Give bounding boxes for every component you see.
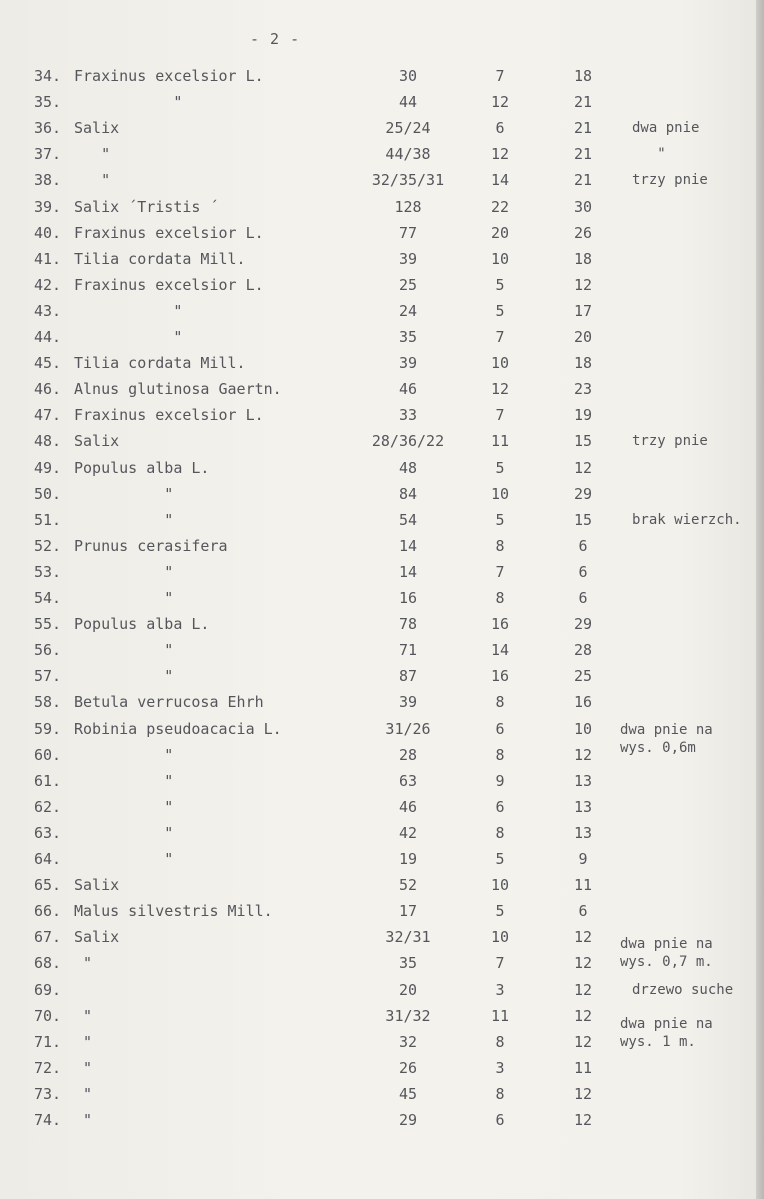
trunk-circumference: 87 [398, 667, 418, 685]
crown-diameter: 12 [490, 380, 510, 398]
row-number: 58. [34, 693, 62, 711]
crown-diameter: 10 [490, 354, 510, 372]
table-row [0, 875, 756, 899]
trunk-circumference: 45 [398, 1085, 418, 1103]
row-number: 39. [34, 198, 62, 216]
tree-height: 6 [578, 563, 588, 581]
row-number: 45. [34, 354, 62, 372]
tree-height: 10 [573, 720, 593, 738]
tree-height: 11 [573, 876, 593, 894]
crown-diameter: 5 [495, 511, 505, 529]
species-name: " [74, 1059, 93, 1077]
trunk-circumference: 17 [398, 902, 418, 920]
trunk-circumference: 25 [398, 276, 418, 294]
species-name: " [74, 485, 174, 503]
tree-height: 6 [578, 902, 588, 920]
crown-diameter: 10 [490, 250, 510, 268]
trunk-circumference: 26 [398, 1059, 418, 1077]
crown-diameter: 9 [495, 772, 505, 790]
species-name: Fraxinus excelsior L. [74, 67, 264, 85]
row-number: 35. [34, 93, 62, 111]
row-number: 62. [34, 798, 62, 816]
species-name: " [74, 954, 93, 972]
row-number: 72. [34, 1059, 62, 1077]
table-row [0, 431, 756, 455]
table-row [0, 692, 756, 716]
table-row [0, 327, 756, 351]
table-row [0, 588, 756, 612]
crown-diameter: 16 [490, 615, 510, 633]
tree-height: 18 [573, 67, 593, 85]
tree-height: 21 [573, 145, 593, 163]
species-name: " [74, 328, 183, 346]
crown-diameter: 6 [495, 119, 505, 137]
species-name: Tilia cordata Mill. [74, 250, 246, 268]
crown-diameter: 12 [490, 145, 510, 163]
table-row [0, 458, 756, 482]
table-row [0, 510, 756, 534]
trunk-circumference: 24 [398, 302, 418, 320]
tree-height: 18 [573, 354, 593, 372]
crown-diameter: 14 [490, 171, 510, 189]
crown-diameter: 8 [495, 537, 505, 555]
row-number: 70. [34, 1007, 62, 1025]
crown-diameter: 8 [495, 746, 505, 764]
tree-height: 12 [573, 981, 593, 999]
trunk-circumference: 31/32 [385, 1007, 431, 1025]
crown-diameter: 11 [490, 1007, 510, 1025]
table-row [0, 66, 756, 90]
row-number: 61. [34, 772, 62, 790]
row-number: 50. [34, 485, 62, 503]
species-name: Salix [74, 119, 120, 137]
row-number: 64. [34, 850, 62, 868]
crown-diameter: 16 [490, 667, 510, 685]
tree-height: 12 [573, 954, 593, 972]
species-name: Populus alba L. [74, 459, 210, 477]
row-number: 57. [34, 667, 62, 685]
crown-diameter: 22 [490, 198, 510, 216]
species-name: Betula verrucosa Ehrh [74, 693, 264, 711]
trunk-circumference: 44/38 [385, 145, 431, 163]
crown-diameter: 3 [495, 981, 505, 999]
table-row [0, 901, 756, 925]
trunk-circumference: 31/26 [385, 720, 431, 738]
trunk-circumference: 71 [398, 641, 418, 659]
crown-diameter: 12 [490, 93, 510, 111]
trunk-circumference: 19 [398, 850, 418, 868]
row-number: 47. [34, 406, 62, 424]
species-name: Tilia cordata Mill. [74, 354, 246, 372]
species-name: Salix [74, 432, 120, 450]
species-name: " [74, 1033, 93, 1051]
trunk-circumference: 77 [398, 224, 418, 242]
tree-height: 15 [573, 432, 593, 450]
row-number: 74. [34, 1111, 62, 1129]
row-number: 48. [34, 432, 62, 450]
tree-height: 21 [573, 93, 593, 111]
trunk-circumference: 35 [398, 954, 418, 972]
table-row [0, 640, 756, 664]
species-name: " [74, 667, 174, 685]
table-row [0, 301, 756, 325]
crown-diameter: 5 [495, 850, 505, 868]
trunk-circumference: 39 [398, 693, 418, 711]
crown-diameter: 5 [495, 302, 505, 320]
trunk-circumference: 16 [398, 589, 418, 607]
species-name: Salix [74, 928, 120, 946]
row-number: 44. [34, 328, 62, 346]
tree-height: 26 [573, 224, 593, 242]
row-note: brak wierzch. [632, 512, 742, 528]
tree-height: 20 [573, 328, 593, 346]
crown-diameter: 11 [490, 432, 510, 450]
row-note: trzy pnie [632, 172, 708, 188]
tree-height: 12 [573, 928, 593, 946]
table-row [0, 353, 756, 377]
trunk-circumference: 29 [398, 1111, 418, 1129]
row-number: 40. [34, 224, 62, 242]
species-name: " [74, 746, 174, 764]
table-row [0, 275, 756, 299]
trunk-circumference: 42 [398, 824, 418, 842]
table-row [0, 666, 756, 690]
table-row [0, 1058, 756, 1082]
table-row [0, 197, 756, 221]
crown-diameter: 8 [495, 589, 505, 607]
table-row [0, 170, 756, 194]
table-row [0, 379, 756, 403]
row-number: 43. [34, 302, 62, 320]
species-name: Populus alba L. [74, 615, 210, 633]
trunk-circumference: 128 [394, 198, 422, 216]
species-name: " [74, 1007, 93, 1025]
crown-diameter: 5 [495, 459, 505, 477]
row-number: 69. [34, 981, 62, 999]
species-name: " [74, 798, 174, 816]
crown-diameter: 8 [495, 1085, 505, 1103]
tree-height: 18 [573, 250, 593, 268]
table-row [0, 849, 756, 873]
row-number: 56. [34, 641, 62, 659]
species-name: " [74, 641, 174, 659]
crown-diameter: 7 [495, 563, 505, 581]
species-name: Fraxinus excelsior L. [74, 406, 264, 424]
tree-height: 13 [573, 772, 593, 790]
tree-height: 23 [573, 380, 593, 398]
note-two-trunks-07m: dwa pnie na wys. 0,7 m. [620, 936, 713, 970]
table-row [0, 405, 756, 429]
trunk-circumference: 39 [398, 354, 418, 372]
crown-diameter: 8 [495, 824, 505, 842]
row-number: 73. [34, 1085, 62, 1103]
tree-height: 29 [573, 485, 593, 503]
trunk-circumference: 48 [398, 459, 418, 477]
table-row [0, 797, 756, 821]
tree-height: 13 [573, 798, 593, 816]
row-number: 53. [34, 563, 62, 581]
table-row [0, 771, 756, 795]
tree-height: 29 [573, 615, 593, 633]
crown-diameter: 7 [495, 406, 505, 424]
row-number: 46. [34, 380, 62, 398]
trunk-circumference: 52 [398, 876, 418, 894]
note-two-trunks-1m: dwa pnie na wys. 1 m. [620, 1016, 713, 1050]
trunk-circumference: 32/35/31 [371, 171, 445, 189]
tree-height: 17 [573, 302, 593, 320]
species-name: " [74, 302, 183, 320]
row-number: 42. [34, 276, 62, 294]
tree-height: 12 [573, 1111, 593, 1129]
trunk-circumference: 35 [398, 328, 418, 346]
species-name: " [74, 824, 174, 842]
crown-diameter: 6 [495, 720, 505, 738]
table-row [0, 1110, 756, 1134]
trunk-circumference: 46 [398, 798, 418, 816]
species-name: Malus silvestris Mill. [74, 902, 273, 920]
row-number: 36. [34, 119, 62, 137]
tree-height: 28 [573, 641, 593, 659]
row-number: 38. [34, 171, 62, 189]
tree-height: 12 [573, 1007, 593, 1025]
trunk-circumference: 33 [398, 406, 418, 424]
row-number: 60. [34, 746, 62, 764]
row-number: 66. [34, 902, 62, 920]
table-row [0, 484, 756, 508]
table-row [0, 144, 756, 168]
tree-height: 25 [573, 667, 593, 685]
species-name: " [74, 1111, 93, 1129]
note-two-trunks-06m: dwa pnie na wys. 0,6m [620, 722, 713, 756]
row-number: 55. [34, 615, 62, 633]
crown-diameter: 10 [490, 928, 510, 946]
trunk-circumference: 14 [398, 563, 418, 581]
trunk-circumference: 25/24 [385, 119, 431, 137]
trunk-circumference: 32/31 [385, 928, 431, 946]
row-number: 65. [34, 876, 62, 894]
trunk-circumference: 44 [398, 93, 418, 111]
crown-diameter: 6 [495, 798, 505, 816]
row-number: 68. [34, 954, 62, 972]
table-row [0, 980, 756, 1004]
species-name: " [74, 145, 111, 163]
trunk-circumference: 30 [398, 67, 418, 85]
species-name: " [74, 850, 174, 868]
row-note: trzy pnie [632, 433, 708, 449]
tree-height: 19 [573, 406, 593, 424]
row-number: 34. [34, 67, 62, 85]
species-name: Fraxinus excelsior L. [74, 224, 264, 242]
crown-diameter: 14 [490, 641, 510, 659]
table-row [0, 823, 756, 847]
table-row [0, 118, 756, 142]
tree-height: 16 [573, 693, 593, 711]
species-name: Fraxinus excelsior L. [74, 276, 264, 294]
table-row [0, 1084, 756, 1108]
tree-height: 15 [573, 511, 593, 529]
table-row [0, 223, 756, 247]
species-name: " [74, 1085, 93, 1103]
tree-height: 13 [573, 824, 593, 842]
row-number: 49. [34, 459, 62, 477]
species-name: Salix [74, 876, 120, 894]
row-note: dwa pnie [632, 120, 700, 136]
crown-diameter: 8 [495, 1033, 505, 1051]
trunk-circumference: 84 [398, 485, 418, 503]
table-row [0, 614, 756, 638]
tree-height: 12 [573, 746, 593, 764]
crown-diameter: 6 [495, 1111, 505, 1129]
row-number: 54. [34, 589, 62, 607]
crown-diameter: 10 [490, 876, 510, 894]
trunk-circumference: 46 [398, 380, 418, 398]
trunk-circumference: 54 [398, 511, 418, 529]
row-number: 52. [34, 537, 62, 555]
tree-height: 12 [573, 276, 593, 294]
table-row [0, 249, 756, 273]
tree-height: 12 [573, 1033, 593, 1051]
tree-height: 11 [573, 1059, 593, 1077]
trunk-circumference: 20 [398, 981, 418, 999]
tree-height: 6 [578, 589, 588, 607]
species-name: Robinia pseudoacacia L. [74, 720, 282, 738]
row-note: drzewo suche [632, 982, 734, 998]
species-name: " [74, 93, 183, 111]
tree-height: 12 [573, 459, 593, 477]
page-edge [756, 0, 764, 1199]
crown-diameter: 10 [490, 485, 510, 503]
table-row [0, 92, 756, 116]
species-name: " [74, 772, 174, 790]
species-name: " [74, 511, 174, 529]
crown-diameter: 20 [490, 224, 510, 242]
row-number: 51. [34, 511, 62, 529]
crown-diameter: 5 [495, 902, 505, 920]
tree-height: 21 [573, 119, 593, 137]
row-number: 63. [34, 824, 62, 842]
tree-height: 30 [573, 198, 593, 216]
trunk-circumference: 28 [398, 746, 418, 764]
crown-diameter: 3 [495, 1059, 505, 1077]
species-name: " [74, 589, 174, 607]
row-number: 71. [34, 1033, 62, 1051]
species-name: " [74, 563, 174, 581]
trunk-circumference: 14 [398, 537, 418, 555]
trunk-circumference: 32 [398, 1033, 418, 1051]
species-name: " [74, 171, 111, 189]
species-name: Prunus cerasifera [74, 537, 228, 555]
trunk-circumference: 78 [398, 615, 418, 633]
tree-height: 21 [573, 171, 593, 189]
tree-height: 6 [578, 537, 588, 555]
tree-height: 9 [578, 850, 588, 868]
crown-diameter: 5 [495, 276, 505, 294]
trunk-circumference: 39 [398, 250, 418, 268]
trunk-circumference: 28/36/22 [371, 432, 445, 450]
species-name: Salix ´Tristis ´ [74, 198, 219, 216]
row-number: 59. [34, 720, 62, 738]
page-number: - 2 - [250, 30, 301, 48]
table-row [0, 536, 756, 560]
tree-height: 12 [573, 1085, 593, 1103]
crown-diameter: 7 [495, 954, 505, 972]
crown-diameter: 8 [495, 693, 505, 711]
row-number: 67. [34, 928, 62, 946]
table-row [0, 562, 756, 586]
species-name: Alnus glutinosa Gaertn. [74, 380, 282, 398]
row-number: 41. [34, 250, 62, 268]
crown-diameter: 7 [495, 328, 505, 346]
crown-diameter: 7 [495, 67, 505, 85]
row-number: 37. [34, 145, 62, 163]
row-note: " [632, 146, 666, 162]
trunk-circumference: 63 [398, 772, 418, 790]
